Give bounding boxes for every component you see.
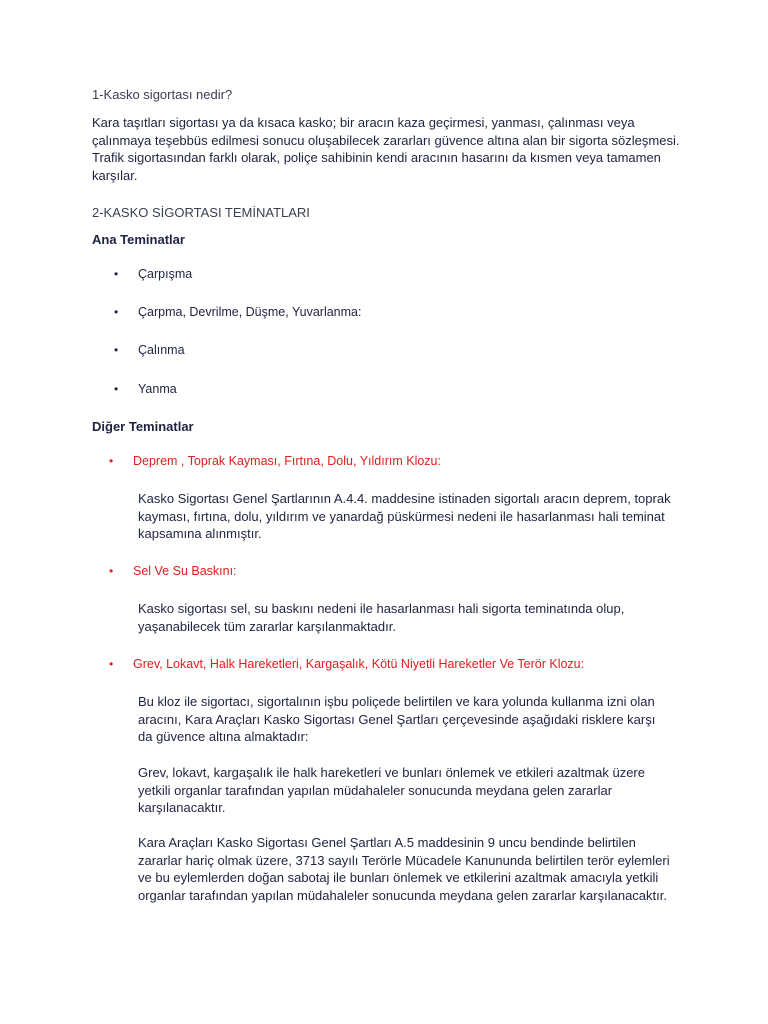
other-coverage-paragraph: Kara Araçları Kasko Sigortası Genel Şartları A.5 maddesinin 9 uncu bendinde belirtilen zararlar hariç olmak üzere, 3713 sayılı Terörle Mücadele Kanununda belirtilen terör eylemleri ve bu eylemlerden doğan sabotaj ile bunları önlemek ve etkilerini azaltmak amacıyla yetkili organlar tarafından yapılan müdahaleler sonucunda meydana gelen zararlar karşılanacaktır.: [138, 835, 670, 903]
bullet-icon: •: [114, 343, 119, 357]
bullet-icon: •: [109, 454, 114, 468]
main-coverages-title: Ana Teminatlar: [92, 232, 185, 247]
other-coverage-paragraph: Kasko sigortası sel, su baskını nedeni ile hasarlanması hali sigorta teminatında olup, yaşanabilecek tüm zararlar karşılanmaktadır.: [138, 601, 625, 634]
main-coverage-item: Çalınma: [138, 343, 185, 357]
other-coverage-paragraph: Kasko Sigortası Genel Şartlarının A.4.4. maddesine istinaden sigortalı aracın deprem, toprak kayması, fırtına, dolu, yıldırım ve yanardağ püskürmesi nedeni ile hasarlanması hali teminat kapsamına alınmıştır.: [138, 491, 671, 541]
main-coverage-item: Çarpışma: [138, 267, 193, 281]
bullet-icon: •: [114, 267, 119, 281]
other-coverage-paragraph: Grev, lokavt, kargaşalık ile halk hareketleri ve bunları önlemek ve etkileri azaltmak üzere yetkili organlar tarafından yapılan müdahaleler sonucunda meydana gelen zararlar karşılanacaktır.: [138, 765, 645, 815]
other-coverages-title: Diğer Teminatlar: [92, 419, 194, 434]
other-coverage-title: Deprem , Toprak Kayması, Fırtına, Dolu, Yıldırım Klozu:: [133, 454, 441, 468]
section1-paragraph: Kara taşıtları sigortası ya da kısaca kasko; bir aracın kaza geçirmesi, yanması, çalınması veya çalınmaya teşebbüs edilmesi sonucu oluşabilecek zararları güvence altına alan bir sigorta sözleşmesi. Trafik sigortasından farklı olarak, poliçe sahibinin kendi aracının hasarını da kısmen veya tamamen karşılar.: [92, 115, 680, 183]
bullet-icon: •: [109, 657, 114, 671]
section1-heading: 1-Kasko sigortası nedir?: [92, 87, 233, 102]
main-coverage-item: Yanma: [138, 382, 177, 396]
main-coverage-item: Çarpma, Devrilme, Düşme, Yuvarlanma:: [138, 305, 362, 319]
other-coverage-paragraph: Bu kloz ile sigortacı, sigortalının işbu poliçede belirtilen ve kara yolunda kullanma izni olan aracını, Kara Araçları Kasko Sigortası Genel Şartları çerçevesinde aşağıdaki risklere karşı da güvence altına almaktadır:: [138, 694, 656, 744]
section2-heading: 2-KASKO SİGORTASI TEMİNATLARI: [92, 205, 310, 220]
bullet-icon: •: [109, 564, 114, 578]
other-coverage-title: Sel Ve Su Baskını:: [133, 564, 237, 578]
bullet-icon: •: [114, 305, 119, 319]
other-coverage-title: Grev, Lokavt, Halk Hareketleri, Kargaşalık, Kötü Niyetli Hareketler Ve Terör Klozu:: [133, 657, 585, 671]
bullet-icon: •: [114, 382, 119, 396]
